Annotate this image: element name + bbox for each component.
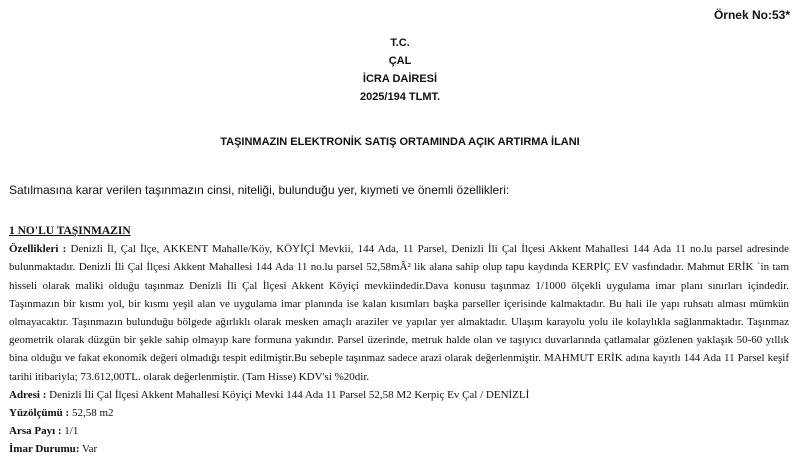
- features-paragraph: [9, 240, 789, 386]
- land-share-label: Arsa Payı :: [9, 425, 62, 438]
- land-share-line: [9, 422, 789, 440]
- property-section: [9, 222, 789, 459]
- address-value: Denizli İli Çal İlçesi Akkent Mahallesi Köyiçi Mevki 144 Ada 11 Parsel 52,58 M2 Kerpiç Ev Çal / DENİZLİ: [49, 388, 530, 401]
- document-header: [0, 34, 800, 106]
- zoning-label: İmar Durumu:: [9, 443, 80, 456]
- document-title: TAŞINMAZIN ELEKTRONİK SATIŞ ORTAMINDA AÇIK ARTIRMA İLANI: [220, 136, 580, 148]
- area-line: [9, 404, 789, 422]
- section-heading: 1 NO'LU TAŞINMAZIN: [9, 225, 131, 237]
- area-value: 52,58 m2: [71, 407, 114, 420]
- intro-text: Satılmasına karar verilen taşınmazın cinsi, niteliği, bulunduğu yer, kıymeti ve önemli özellikleri:: [9, 183, 510, 197]
- header-tc: T.C.: [390, 37, 410, 49]
- features-text: Denizli İl, Çal İlçe, AKKENT Mahalle/Köy, KÖYİÇİ Mevkii, 144 Ada, 11 Parsel, Denizli İli Çal İlçesi Akkent Mahallesi 144 Ada 11 no.lu parsel adresinde bulunmaktadır. Denizli İli Çal İlçesi Akkent Mahallesi 144 Ada 11 no.lu parsel 52,58mÂ² lik alana sahip olup tapu kaydında KERPİÇ EV vasfındadır. Mahmut ERİK `in tam hisseli olarak maliki olduğu taşınmaz Denizli İli Çal İlçesi Akkent Köyiçi mevkiindedir.Dava konusu taşınmaz 1/1000 ölçekli uygulama imar planı sınırları içindedir. Taşınmazın bir kısmı yol, bir kısmı yeşil alan ve uygulama imar planında ise kalan kısımları başka parseller içerisinde kalmaktadır. Bu hali ile yapı ruhsatı alması mümkün olmayacaktır. Taşınmazın bulunduğu bölgede ağırlıklı olarak mesken amaçlı araziler ve yapılar yer almaktadır. Ulaşım karayolu yolu ile kolaylıkla sağlanmaktadır. Taşınmaz geometrik olarak düzgün bir şekle sahip olmayıp kare formuna yakındır. Parsel üzerinde, metruk halde olan ve taşıyıcı duvarlarında çatlamalar gözlenen yaklaşık 50-60 yıllık bina olduğu ve fakat ekonomik değeri olmadığı tespit edilmiştir.Bu sebeple taşınmaz sadece arazi olarak değerlenmiştir. MAHMUT ERİK adına kayıtlı 144 Ada 11 Parsel keşif tarihi itibariyla; 73.612,00TL. olarak değerlenmiştir. (Tam Hisse) KDV'si %20dir.: [9, 243, 790, 383]
- area-label: Yüzölçümü :: [9, 407, 70, 420]
- zoning-value: Var: [81, 443, 98, 456]
- address-label: Adresi :: [9, 388, 47, 401]
- land-share-value: 1/1: [64, 425, 79, 438]
- header-file-number: 2025/194 TLMT.: [359, 91, 441, 103]
- address-line: [9, 386, 789, 404]
- header-office: İCRA DAİRESİ: [362, 73, 438, 85]
- sample-number: Örnek No:53*: [713, 8, 790, 22]
- header-city: ÇAL: [388, 55, 412, 67]
- features-label: Özellikleri :: [9, 243, 67, 256]
